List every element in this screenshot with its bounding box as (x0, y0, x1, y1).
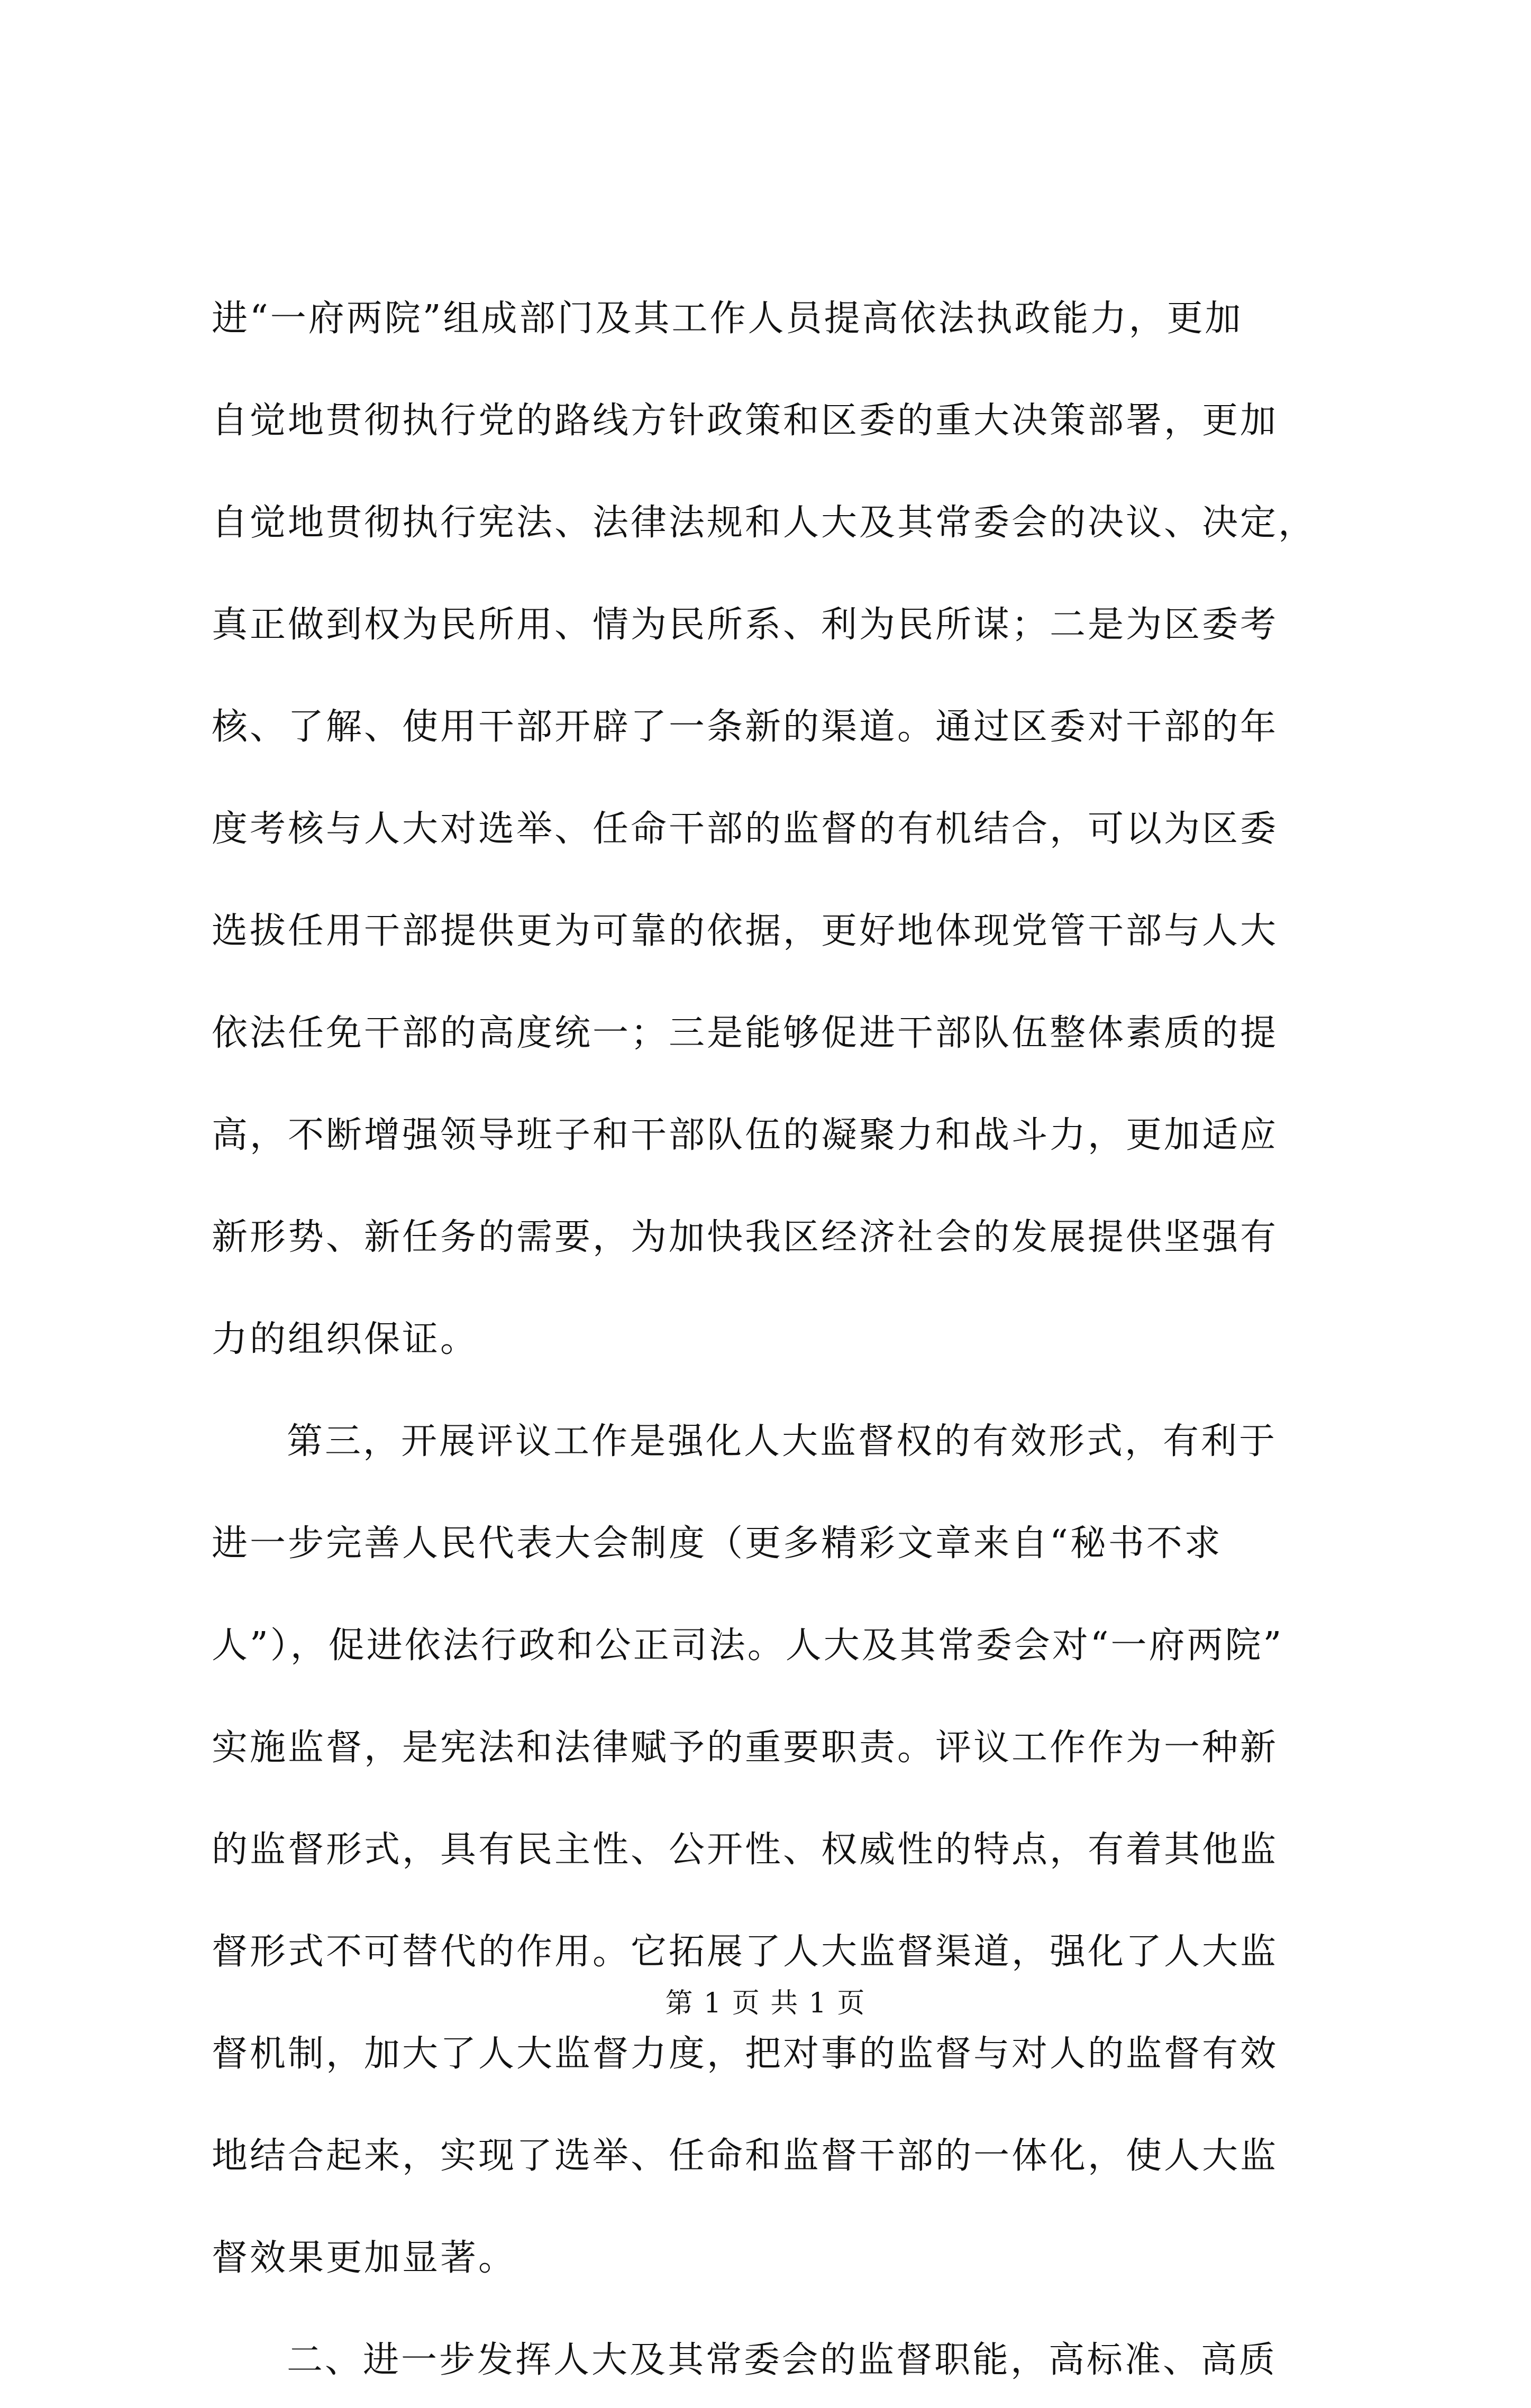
text-line: 自觉地贯彻执行宪法、法律法规和人大及其常委会的决议、决定， (212, 502, 1317, 544)
text-line: 度考核与人大对选举、任命干部的监督的有机结合，可以为区委 (212, 808, 1279, 850)
text-line: 新形势、新任务的需要，为加快我区经济社会的发展提供坚强有 (212, 1216, 1279, 1258)
text-line: 选拔任用干部提供更为可靠的依据，更好地体现党管干部与人大 (212, 910, 1279, 952)
text-line: 人”），促进依法行政和公正司法。人大及其常委会对“一府两院” (212, 1625, 1284, 1667)
text-line: 地结合起来，实现了选举、任命和监督干部的一体化，使人大监 (212, 2135, 1279, 2177)
text-line: 高，不断增强领导班子和干部队伍的凝聚力和战斗力，更加适应 (212, 1114, 1279, 1156)
page-footer: 第 1 页 共 1 页 (665, 1988, 866, 2019)
text-line: 依法任免干部的高度统一；三是能够促进干部队伍整体素质的提 (212, 1012, 1279, 1054)
section-heading-line: 二、进一步发挥人大及其常委会的监督职能，高标准、高质 (287, 2339, 1278, 2381)
paragraph-first-line: 第三，开展评议工作是强化人大监督权的有效形式，有利于 (287, 1421, 1278, 1462)
text-line: 督机制，加大了人大监督力度，把对事的监督与对人的监督有效 (212, 2033, 1279, 2075)
text-line: 进“一府两院”组成部门及其工作人员提高依法执政能力，更加 (212, 298, 1243, 340)
text-line: 核、了解、使用干部开辟了一条新的渠道。通过区委对干部的年 (212, 706, 1279, 748)
text-line: 力的组织保证。 (212, 1319, 479, 1360)
text-line: 的监督形式，具有民主性、公开性、权威性的特点，有着其他监 (212, 1829, 1279, 1871)
text-line: 实施监督，是宪法和法律赋予的重要职责。评议工作作为一种新 (212, 1727, 1279, 1769)
text-line: 督形式不可替代的作用。它拓展了人大监督渠道，强化了人大监 (212, 1931, 1279, 1973)
text-line: 真正做到权为民所用、情为民所系、利为民所谋；二是为区委考 (212, 604, 1279, 646)
body-text (212, 264, 1338, 2408)
text-line: 进一步完善人民代表大会制度（更多精彩文章来自“秘书不求 (212, 1523, 1223, 1564)
text-line: 督效果更加显著。 (212, 2237, 517, 2279)
text-line: 自觉地贯彻执行党的路线方针政策和区委的重大决策部署，更加 (212, 400, 1279, 442)
